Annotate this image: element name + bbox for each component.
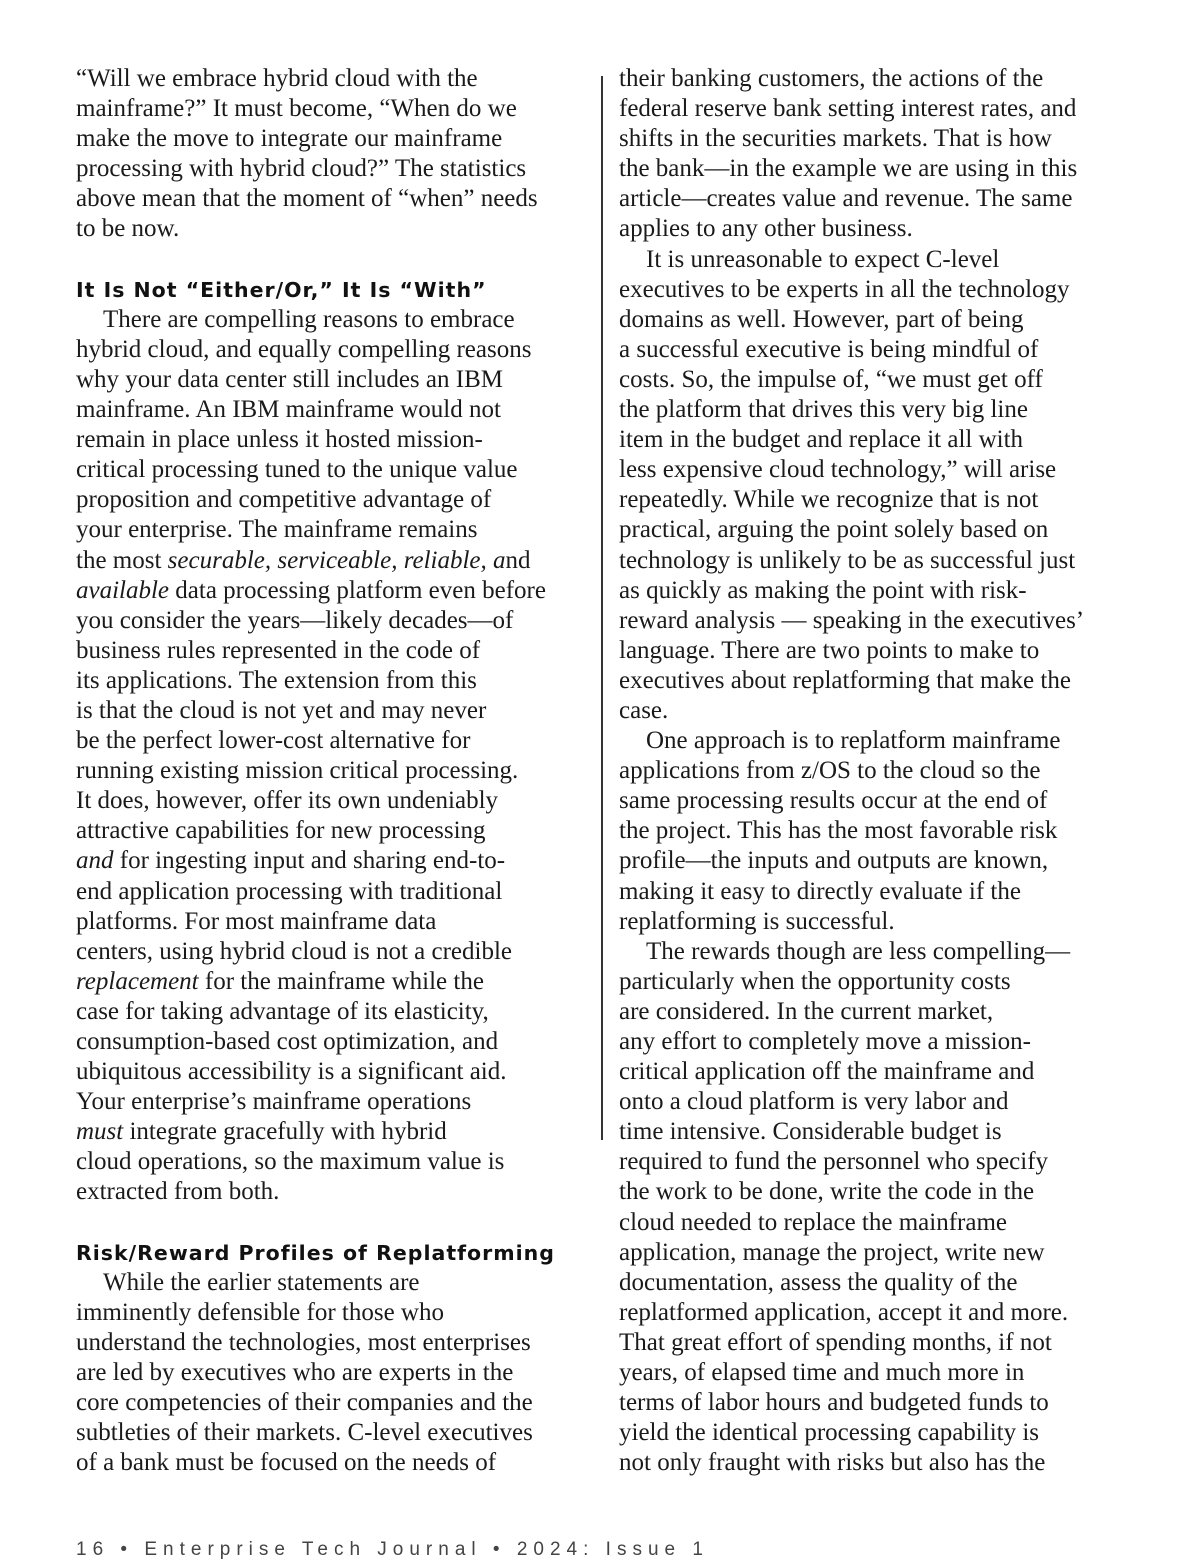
column-divider — [601, 76, 603, 1140]
text-line: platforms. For most mainframe data — [76, 907, 437, 935]
text-line: why your data center still includes an IBM — [76, 365, 503, 393]
text-line: applications from z/OS to the cloud so the — [619, 757, 1041, 785]
text-line: replatformed application, accept it and more. — [619, 1298, 1069, 1326]
text-run: data processing platform even before — [169, 576, 546, 604]
text-line: attractive capabilities for new processing — [76, 817, 486, 845]
text-line: language. There are two points to make to — [619, 636, 1040, 664]
text-line: of a bank must be focused on the needs of — [76, 1449, 497, 1477]
text-line: The rewards though are less compelling— — [646, 937, 1071, 965]
text-line: domains as well. However, part of being — [619, 305, 1024, 333]
text-line: your enterprise. The mainframe remains — [76, 516, 478, 544]
text-run: the most — [76, 546, 168, 574]
text-line: “Will we embrace hybrid cloud with the — [76, 65, 478, 92]
text-line: federal reserve bank setting interest rates, and — [619, 95, 1077, 123]
text-line: the work to be done, write the code in the — [619, 1178, 1035, 1206]
text-line — [76, 1117, 586, 1147]
text-line: be the perfect lower-cost alternative for — [76, 727, 471, 755]
text-line: are considered. In the current market, — [619, 997, 994, 1025]
text-line: costs. So, the impulse of, “we must get off — [619, 365, 1043, 393]
text-line: are led by executives who are experts in the — [76, 1359, 514, 1387]
text-line: make the move to integrate our mainframe — [76, 125, 503, 153]
text-line: as quickly as making the point with risk- — [619, 576, 1027, 604]
text-line: end application processing with traditional — [76, 877, 503, 905]
text-line: subtleties of their markets. C-level executives — [76, 1419, 533, 1447]
text-line: proposition and competitive advantage of — [76, 486, 492, 514]
text-line: the bank—in the example we are using in this — [619, 155, 1078, 183]
text-line: critical application off the mainframe and — [619, 1058, 1035, 1086]
text-line: running existing mission critical processing. — [76, 757, 519, 785]
text-line: case. — [619, 696, 669, 724]
text-line: critical processing tuned to the unique value — [76, 456, 518, 484]
text-line: technology is unlikely to be as successful just — [619, 546, 1076, 574]
text-line: cloud operations, so the maximum value is — [76, 1148, 505, 1176]
text-line: executives to be experts in all the technology — [619, 275, 1070, 303]
text-line: is that the cloud is not yet and may never — [76, 696, 487, 724]
left-column — [76, 64, 586, 1478]
text-line: mainframe. An IBM mainframe would not — [76, 396, 501, 424]
intro-paragraph — [76, 64, 586, 245]
text-line: extracted from both. — [76, 1178, 280, 1206]
text-line: processing with hybrid cloud?” The statistics — [76, 155, 527, 183]
text-line: It is unreasonable to expect C-level — [646, 245, 1000, 273]
text-line: core competencies of their companies and the — [76, 1389, 533, 1417]
text-run: nd — [505, 546, 531, 574]
text-line: application, manage the project, write new — [619, 1238, 1045, 1266]
text-line: time intensive. Considerable budget is — [619, 1118, 1002, 1146]
text-line — [76, 576, 586, 606]
issue-label: 2024: Issue 1 — [516, 1539, 709, 1560]
text-line: not only fraught with risks but also has the — [619, 1449, 1046, 1477]
text-line: cloud needed to replace the mainframe — [619, 1208, 1008, 1236]
text-line: yield the identical processing capability is — [619, 1419, 1040, 1447]
paragraph-gap — [76, 1208, 586, 1238]
text-line: above mean that the moment of “when” needs — [76, 185, 538, 213]
emphasis-text: securable, serviceable, reliable, a — [167, 546, 506, 574]
section-paragraph-risk-reward — [76, 1268, 586, 1479]
text-line: terms of labor hours and budgeted funds to — [619, 1389, 1049, 1417]
paragraph-gap — [76, 245, 586, 275]
text-line: mainframe?” It must become, “When do we — [76, 95, 517, 123]
text-line: ubiquitous accessibility is a significant aid. — [76, 1058, 507, 1086]
text-line — [76, 967, 586, 997]
page-number: 16 — [76, 1539, 110, 1560]
text-line: applies to any other business. — [619, 215, 913, 243]
text-line: consumption-based cost optimization, and — [76, 1028, 499, 1055]
text-line: their banking customers, the actions of the — [619, 65, 1044, 92]
text-line: replatforming is successful. — [619, 907, 895, 935]
text-line: years, of elapsed time and much more in — [619, 1359, 1025, 1387]
text-line: profile—the inputs and outputs are known, — [619, 847, 1049, 875]
text-line: shifts in the securities markets. That is how — [619, 125, 1052, 153]
text-line: particularly when the opportunity costs — [619, 967, 1011, 995]
text-line: case for taking advantage of its elasticity, — [76, 997, 489, 1025]
footer-separator: • — [120, 1539, 134, 1560]
text-line: practical, arguing the point solely based on — [619, 516, 1049, 544]
text-line: remain in place unless it hosted mission- — [76, 426, 483, 454]
text-line: item in the budget and replace it all with — [619, 426, 1024, 454]
text-line: hybrid cloud, and equally compelling reasons — [76, 335, 532, 363]
text-line: repeatedly. While we recognize that is not — [619, 486, 1039, 514]
emphasis-text: must — [76, 1118, 124, 1146]
text-line: required to fund the personnel who specify — [619, 1148, 1049, 1176]
publication-name: Enterprise Tech Journal — [144, 1539, 482, 1560]
right-column — [619, 64, 1129, 1478]
text-line: making it easy to directly evaluate if the — [619, 877, 1021, 905]
emphasis-text: replacement — [76, 967, 199, 995]
footer-separator: • — [492, 1539, 506, 1560]
text-line: its applications. The extension from this — [76, 666, 477, 694]
text-line: you consider the years—likely decades—of — [76, 606, 514, 634]
section-heading-risk-reward: Risk/Reward Profiles of Replatforming — [76, 1240, 555, 1265]
text-line: While the earlier statements are — [103, 1268, 420, 1296]
text-line: a successful executive is being mindful of — [619, 335, 1039, 363]
text-line: Your enterprise’s mainframe operations — [76, 1088, 472, 1116]
text-line: the project. This has the most favorable risk — [619, 817, 1058, 845]
text-line: less expensive cloud technology,” will arise — [619, 456, 1057, 484]
page-footer — [76, 1538, 709, 1562]
text-line: business rules represented in the code of — [76, 636, 481, 664]
text-line: same processing results occur at the end of — [619, 787, 1048, 815]
text-line: to be now. — [76, 215, 180, 243]
text-line: One approach is to replatform mainframe — [646, 727, 1061, 755]
section-heading-either-or: It Is Not “Either/Or,” It Is “With” — [76, 277, 487, 302]
text-run: for the mainframe while the — [198, 967, 484, 995]
text-line: There are compelling reasons to embrace — [103, 305, 515, 333]
text-line: understand the technologies, most enterprises — [76, 1328, 531, 1356]
text-line: article—creates value and revenue. The same — [619, 185, 1073, 213]
section-paragraph-either-or — [76, 305, 586, 1208]
text-line: the platform that drives this very big line — [619, 396, 1028, 424]
text-line: executives about replatforming that make the — [619, 666, 1071, 694]
text-line: imminently defensible for those who — [76, 1298, 444, 1326]
text-line — [76, 546, 586, 576]
text-line: onto a cloud platform is very labor and — [619, 1088, 1009, 1116]
text-line: It does, however, offer its own undeniably — [76, 787, 499, 815]
text-line: That great effort of spending months, if not — [619, 1328, 1052, 1356]
emphasis-text: available — [76, 576, 170, 604]
text-line: documentation, assess the quality of the — [619, 1268, 1018, 1296]
emphasis-text: and — [76, 847, 114, 875]
text-line — [76, 846, 586, 876]
text-run: for ingesting input and sharing end-to- — [113, 847, 506, 875]
text-line: any effort to completely move a mission- — [619, 1028, 1031, 1055]
text-line: reward analysis — speaking in the executives’ — [619, 606, 1085, 634]
text-run: integrate gracefully with hybrid — [123, 1118, 447, 1146]
text-line: centers, using hybrid cloud is not a credible — [76, 937, 512, 965]
